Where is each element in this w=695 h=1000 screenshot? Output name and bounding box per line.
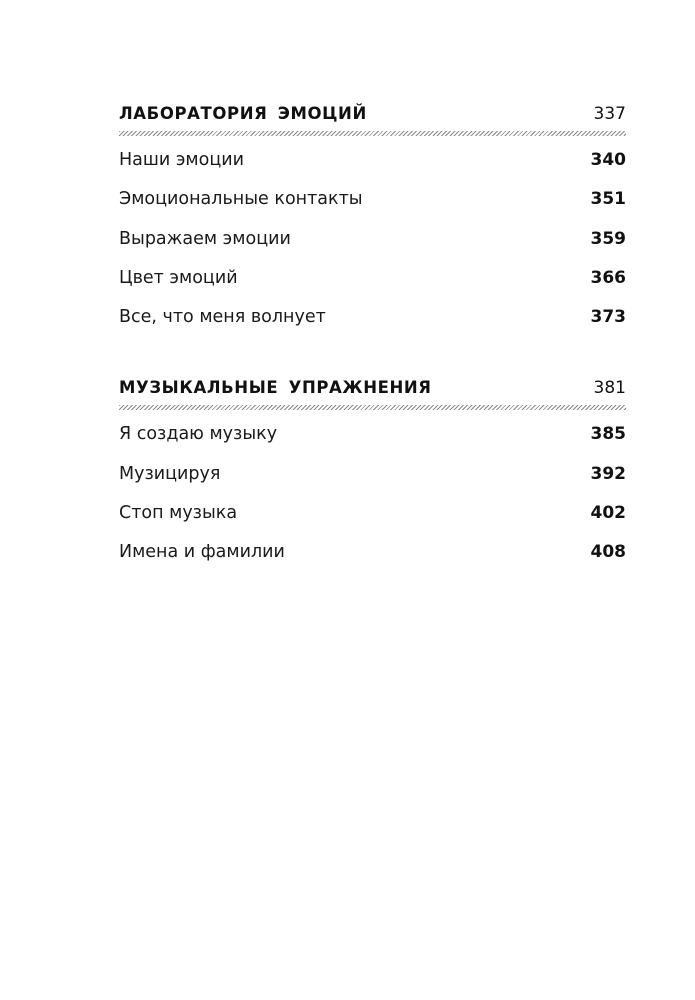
entry-page-number: 385: [590, 424, 626, 445]
entry-title: Музицируя: [119, 463, 221, 484]
toc-section-music-exercises: [119, 378, 626, 581]
entry-title: Стоп музыка: [119, 503, 238, 524]
toc-entry[interactable]: [119, 189, 626, 228]
entry-list: [119, 424, 626, 581]
entry-title: Имена и фамилии: [119, 542, 285, 563]
entry-page-number: 359: [590, 228, 626, 249]
entry-page-number: 392: [590, 463, 626, 484]
toc-section-emotions-lab: [119, 104, 626, 346]
section-heading[interactable]: [119, 104, 626, 130]
entry-title: Я создаю музыку: [119, 424, 278, 445]
entry-page-number: 340: [590, 150, 626, 170]
toc-entry[interactable]: [119, 542, 626, 581]
entry-page-number: 351: [590, 189, 626, 210]
section-page-number: 381: [593, 378, 626, 399]
entry-title: Эмоциональные контакты: [119, 189, 363, 210]
table-of-contents: [119, 104, 626, 582]
entry-title: Все, что меня волнует: [119, 307, 326, 328]
toc-entry[interactable]: [119, 307, 626, 346]
hatched-divider: [119, 405, 626, 410]
toc-entry[interactable]: [119, 268, 626, 307]
section-title: МУЗЫКАЛЬНЫЕ УПРАЖНЕНИЯ: [119, 378, 432, 398]
toc-entry[interactable]: [119, 464, 626, 503]
entry-title: Выражаем эмоции: [119, 228, 291, 249]
entry-title: Наши эмоции: [119, 150, 245, 170]
toc-entry[interactable]: [119, 150, 626, 189]
section-page-number: 337: [593, 104, 626, 124]
section-heading[interactable]: [119, 378, 626, 404]
entry-page-number: 402: [590, 503, 626, 524]
toc-entry[interactable]: [119, 503, 626, 542]
entry-list: [119, 150, 626, 346]
entry-title: Цвет эмоций: [119, 267, 238, 288]
entry-page-number: 366: [590, 267, 626, 288]
entry-page-number: 408: [590, 542, 626, 563]
toc-entry[interactable]: [119, 229, 626, 268]
hatched-divider: [119, 131, 626, 136]
section-title: ЛАБОРАТОРИЯ ЭМОЦИЙ: [119, 104, 367, 123]
entry-page-number: 373: [590, 307, 626, 328]
toc-entry[interactable]: [119, 424, 626, 463]
